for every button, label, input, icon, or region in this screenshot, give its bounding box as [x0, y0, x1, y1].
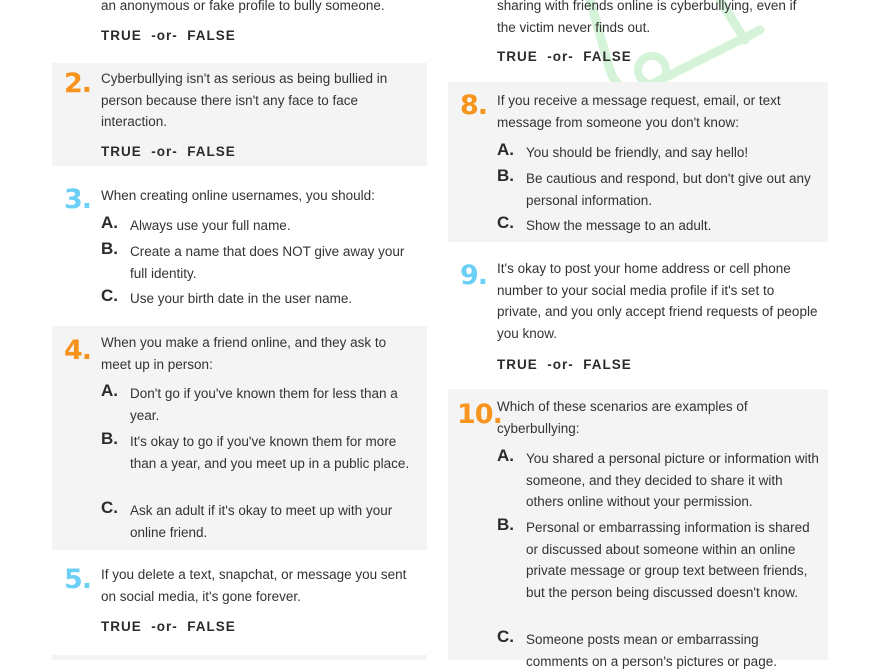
question-7 — [448, 0, 828, 75]
question-8-number: 8. — [460, 90, 488, 121]
question-6-block — [52, 655, 427, 660]
question-2-number: 2. — [64, 68, 92, 99]
option-letter: C. — [497, 213, 514, 232]
option-letter: B. — [101, 239, 118, 258]
question-3-option-c[interactable] — [101, 288, 419, 310]
option-text: Someone posts mean or embarrassing comments on a person's pictures or page. — [526, 632, 777, 669]
question-10-text: Which of these scenarios are examples of cyberbullying: — [497, 399, 748, 436]
question-3 — [52, 178, 427, 318]
question-4-option-c[interactable] — [101, 500, 419, 543]
question-8-option-c[interactable] — [497, 215, 820, 237]
option-letter: B. — [497, 515, 514, 534]
question-9 — [448, 252, 828, 380]
question-5-text: If you delete a text, snapchat, or message you sent on social media, it's gone forever. — [101, 567, 407, 604]
option-letter: A. — [497, 140, 514, 159]
question-4-number: 4. — [64, 335, 92, 366]
option-letter: C. — [101, 286, 118, 305]
option-text: Create a name that does NOT give away your full identity. — [130, 244, 405, 281]
question-4-option-b[interactable] — [101, 431, 419, 474]
question-3-option-b[interactable] — [101, 241, 419, 284]
question-10-option-b[interactable] — [497, 517, 820, 604]
option-text: Be cautious and respond, but don't give out any personal information. — [526, 171, 811, 208]
option-letter: B. — [101, 429, 118, 448]
question-10-option-a[interactable] — [497, 448, 820, 513]
question-5-number: 5. — [64, 564, 92, 595]
option-text: Use your birth date in the user name. — [130, 291, 353, 306]
question-5-true-false[interactable]: TRUE -or- FALSE — [101, 619, 236, 634]
question-4 — [52, 326, 427, 550]
question-8 — [448, 82, 828, 242]
question-1-text: an anonymous or fake profile to bully someone. — [101, 0, 385, 13]
option-letter: A. — [101, 381, 118, 400]
option-letter: C. — [497, 627, 514, 646]
option-letter: A. — [497, 446, 514, 465]
question-3-number: 3. — [64, 184, 92, 215]
question-3-text: When creating online usernames, you should: — [101, 188, 375, 203]
option-letter: B. — [497, 166, 514, 185]
question-8-option-b[interactable] — [497, 168, 820, 211]
option-text: Show the message to an adult. — [526, 218, 712, 233]
question-8-option-a[interactable] — [497, 142, 820, 164]
question-4-option-a[interactable] — [101, 383, 419, 426]
question-9-number: 9. — [460, 260, 488, 291]
question-2 — [52, 63, 427, 166]
question-1-true-false[interactable]: TRUE -or- FALSE — [101, 28, 236, 43]
question-3-option-a[interactable] — [101, 215, 419, 237]
question-7-text: sharing with friends online is cyberbullying, even if the victim never finds out. — [497, 0, 797, 35]
option-letter: C. — [101, 498, 118, 517]
option-text: You should be friendly, and say hello! — [526, 145, 749, 160]
question-2-text: Cyberbullying isn't as serious as being bullied in person because there isn't any face to face interaction. — [101, 71, 388, 130]
question-1 — [52, 0, 427, 60]
question-10-option-c[interactable] — [497, 629, 820, 672]
question-2-true-false[interactable]: TRUE -or- FALSE — [101, 144, 236, 159]
option-text: Personal or embarrassing information is shared or discussed about someone within an online private message or group text between friends, but the person being discussed doesn't know. — [526, 520, 810, 601]
question-9-true-false[interactable]: TRUE -or- FALSE — [497, 357, 632, 372]
question-4-text: When you make a friend online, and they ask to meet up in person: — [101, 335, 387, 372]
question-10-number: 10. — [457, 399, 502, 430]
question-8-text: If you receive a message request, email, or text message from someone you don't know: — [497, 93, 781, 130]
option-text: Always use your full name. — [130, 218, 291, 233]
option-letter: A. — [101, 213, 118, 232]
question-9-text: It's okay to post your home address or cell phone number to your social media profile if it's set to private, and you only accept friend requests of people you know. — [497, 261, 818, 342]
question-10 — [448, 389, 828, 669]
question-7-true-false[interactable]: TRUE -or- FALSE — [497, 49, 632, 64]
option-text: Don't go if you've known them for less than a year. — [130, 386, 398, 423]
option-text: Ask an adult if it's okay to meet up with your online friend. — [130, 503, 393, 540]
option-text: You shared a personal picture or information with someone, and they decided to share it with others online without your permission. — [526, 451, 819, 510]
question-5 — [52, 558, 427, 648]
option-text: It's okay to go if you've known them for more than a year, and you meet up in a public place. — [130, 434, 410, 471]
